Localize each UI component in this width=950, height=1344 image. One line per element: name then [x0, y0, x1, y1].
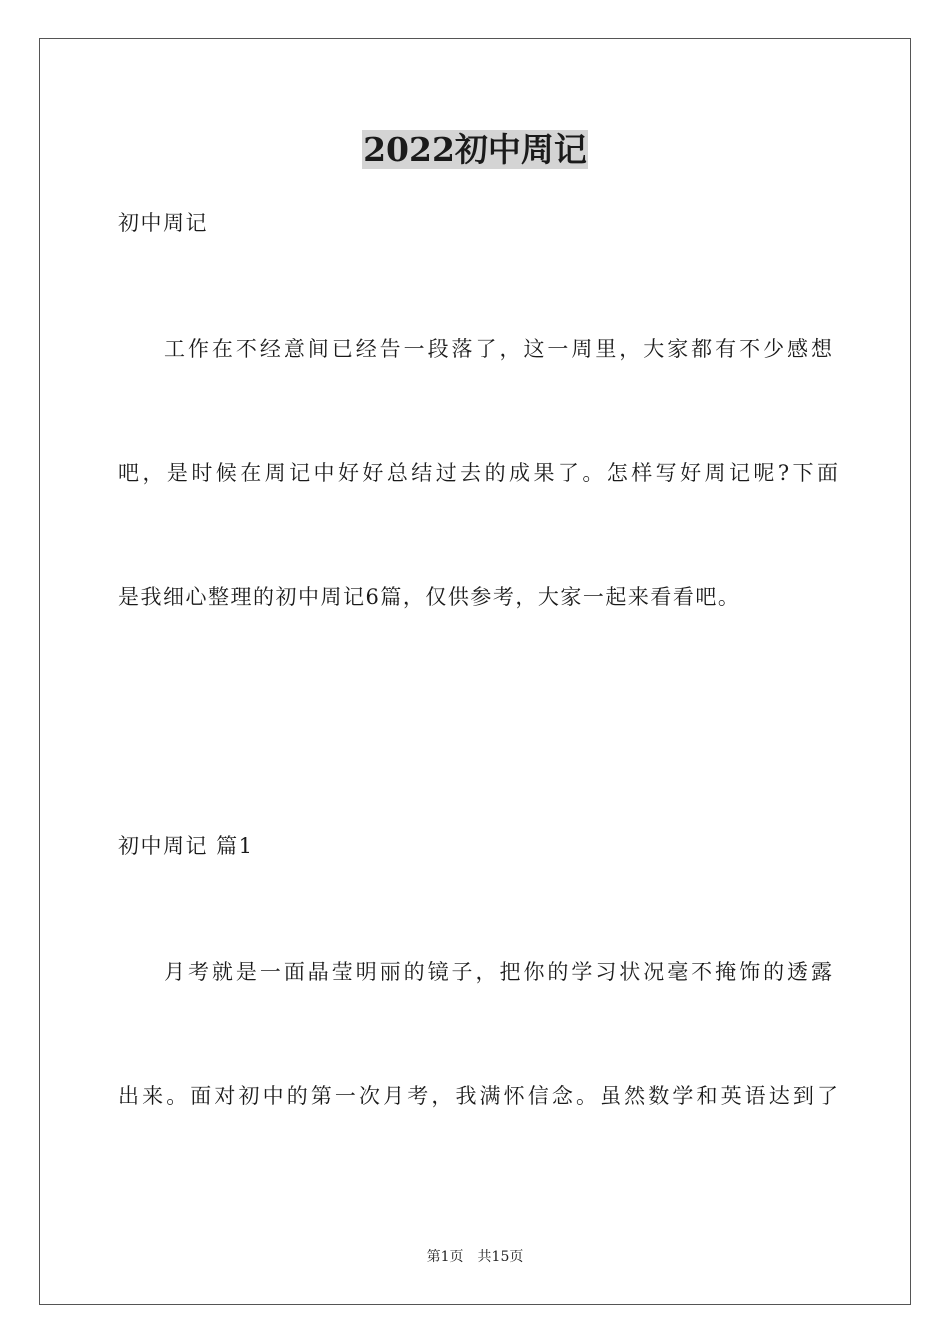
- page-footer: 第1页 共15页: [426, 1249, 524, 1265]
- document-title: [0, 128, 950, 172]
- section-paragraph-line-1: 月考就是一面晶莹明丽的镜子，把你的学习状况毫不掩饰的透露: [164, 960, 832, 984]
- document-heading: 初中周记: [118, 211, 208, 235]
- section-paragraph-line-2: 出来。面对初中的第一次月考，我满怀信念。虽然数学和英语达到了: [118, 1084, 838, 1108]
- intro-paragraph-line-2: 吧，是时候在周记中好好总结过去的成果了。怎样写好周记呢?下面: [118, 461, 838, 485]
- intro-paragraph-line-3: 是我细心整理的初中周记6篇，仅供参考，大家一起来看看吧。: [118, 585, 741, 609]
- document-title-text: 2022初中周记: [363, 130, 587, 169]
- intro-paragraph-line-1: 工作在不经意间已经告一段落了，这一周里，大家都有不少感想: [164, 337, 832, 361]
- section-heading: 初中周记 篇1: [118, 834, 254, 858]
